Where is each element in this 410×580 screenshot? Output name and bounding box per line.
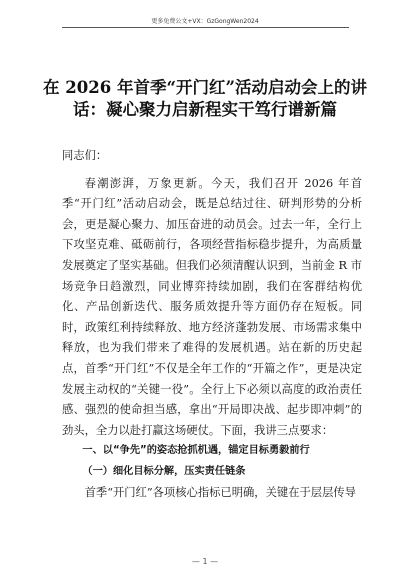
document-body <box>62 146 362 503</box>
salutation: 同志们： <box>62 149 108 162</box>
subsection-heading-1: （一）细化目标分解，压实责任链条 <box>82 465 246 477</box>
body-paragraph-1: 春潮澎湃，万象更新。今天，我们召开 2026 年首季“开门红”活动启动会，既是总结过往、研判形势的分析会，更是凝心聚力、加压奋进的动员会。过去一年，全行上下攻坚克难、砥砺前行，各项经营指标稳步提升，为高质量发展奠定了坚实基础。但我们必须清醒认识到，当前金 R 市场竞争日趋激烈，同业博弈持续加剧，我们在客群结构优化、产品创新迭代、服务质效提升等方面仍存在短板。同时，政策红利持续释放、地方经济蓬勃发展、市场需求集中释放，也为我们带来了难得的发展机遇。站在新的历史起点，首季“开门红”不仅是全年工作的“开篇之作”，更是决定发展主动权的“关键一役”。全行上下必须以高度的政治责任感、强烈的使命担当感，拿出“开局即决战、起步即冲刺”的劲头，全力以赴打赢这场硬仗。下面，我讲三点要求： <box>62 176 362 437</box>
header-divider <box>62 27 349 28</box>
header-note: 更多免费公文+VX：GzGongWen2024 <box>151 18 259 25</box>
document-title: 在 2026 年首季“开门红”活动启动会上的讲话：凝心聚力启新程实干笃行谱新篇 <box>43 78 367 119</box>
section-heading-1: 一、以“争先”的姿态抢抓机遇，锚定目标勇毅前行 <box>82 445 310 457</box>
body-paragraph-2: 首季“开门红”各项核心指标已明确，关键在于层层传导 <box>84 485 356 499</box>
page-number: — 1 — <box>191 557 219 566</box>
